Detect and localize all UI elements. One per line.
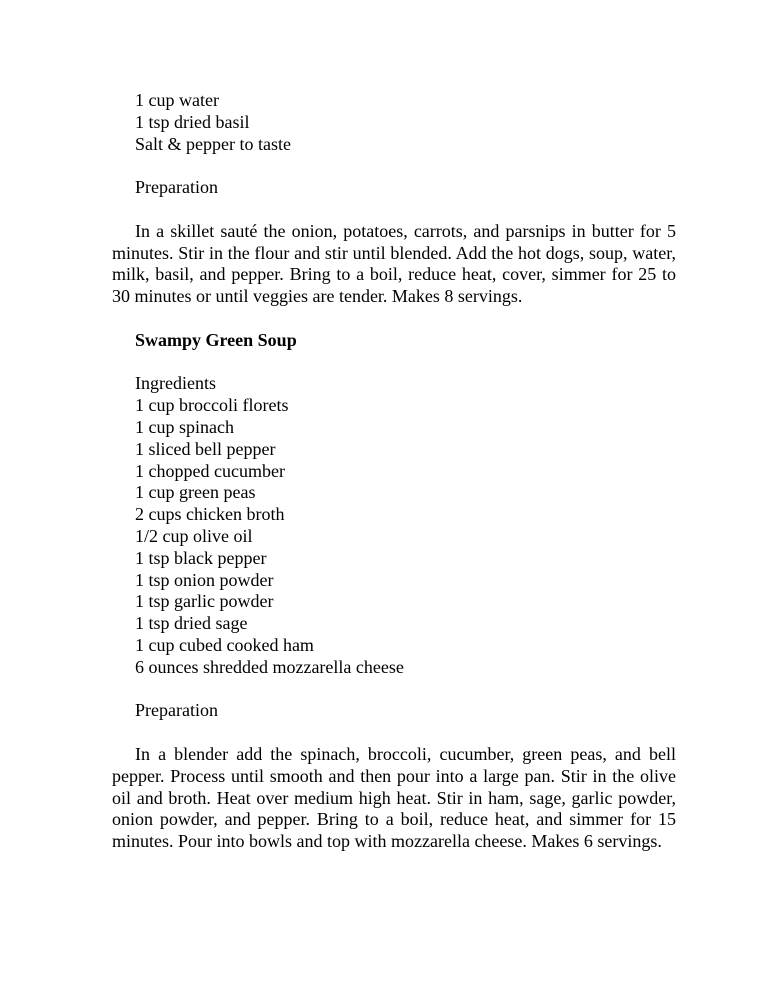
- page-content: [112, 90, 676, 853]
- ingredient-line: 1/2 cup olive oil: [135, 525, 253, 546]
- ingredient-line: 1 tsp black pepper: [135, 547, 267, 568]
- spacer: [112, 155, 676, 177]
- preparation-label: Preparation: [135, 177, 218, 198]
- spacer: [112, 352, 676, 374]
- recipe-title: Swampy Green Soup: [135, 329, 297, 350]
- spacer: [112, 199, 676, 221]
- ingredient-line: Salt & pepper to taste: [135, 133, 291, 154]
- ingredient-line: 1 cup spinach: [135, 416, 234, 437]
- ingredient-line: 1 cup cubed cooked ham: [135, 634, 314, 655]
- ingredient-line: 1 tsp garlic powder: [135, 591, 274, 612]
- preparation-paragraph: In a blender add the spinach, broccoli, cucumber, green peas, and bell pepper. Process until smooth and then pour into a large pan. Stir in the olive oil and broth. Heat over medium high heat. Stir in ham, sage, garlic powder, onion powder, and pepper. Bring to a boil, reduce heat, and simmer for 15 minutes. Pour into bowls and top with mozzarella cheese. Makes 6 servings.: [112, 743, 676, 852]
- ingredients-list: [112, 395, 676, 678]
- ingredient-line: 6 ounces shredded mozzarella cheese: [135, 656, 404, 677]
- spacer: [112, 679, 676, 701]
- ingredient-line: 1 tsp onion powder: [135, 569, 274, 590]
- ingredient-line: 2 cups chicken broth: [135, 504, 285, 525]
- ingredient-line: 1 sliced bell pepper: [135, 438, 276, 459]
- ingredients-label: Ingredients: [135, 373, 216, 394]
- preparation-paragraph: In a skillet sauté the onion, potatoes, carrots, and parsnips in butter for 5 minutes. Stir in the flour and stir until blended. Add the hot dogs, soup, water, milk, basil, and pepper. Bring to a boil, reduce heat, cover, simmer for 25 to 30 minutes or until veggies are tender. Makes 8 servings.: [112, 220, 676, 307]
- ingredient-line: 1 chopped cucumber: [135, 460, 285, 481]
- ingredient-line: 1 cup water: [135, 90, 219, 110]
- preparation-label: Preparation: [135, 700, 218, 721]
- ingredient-line: 1 tsp dried basil: [135, 111, 250, 132]
- ingredient-line: 1 cup green peas: [135, 482, 256, 503]
- spacer: [112, 308, 676, 330]
- spacer: [112, 722, 676, 744]
- previous-recipe-ingredients-tail: [112, 90, 676, 155]
- ingredient-line: 1 tsp dried sage: [135, 613, 248, 634]
- ingredient-line: 1 cup broccoli florets: [135, 395, 289, 416]
